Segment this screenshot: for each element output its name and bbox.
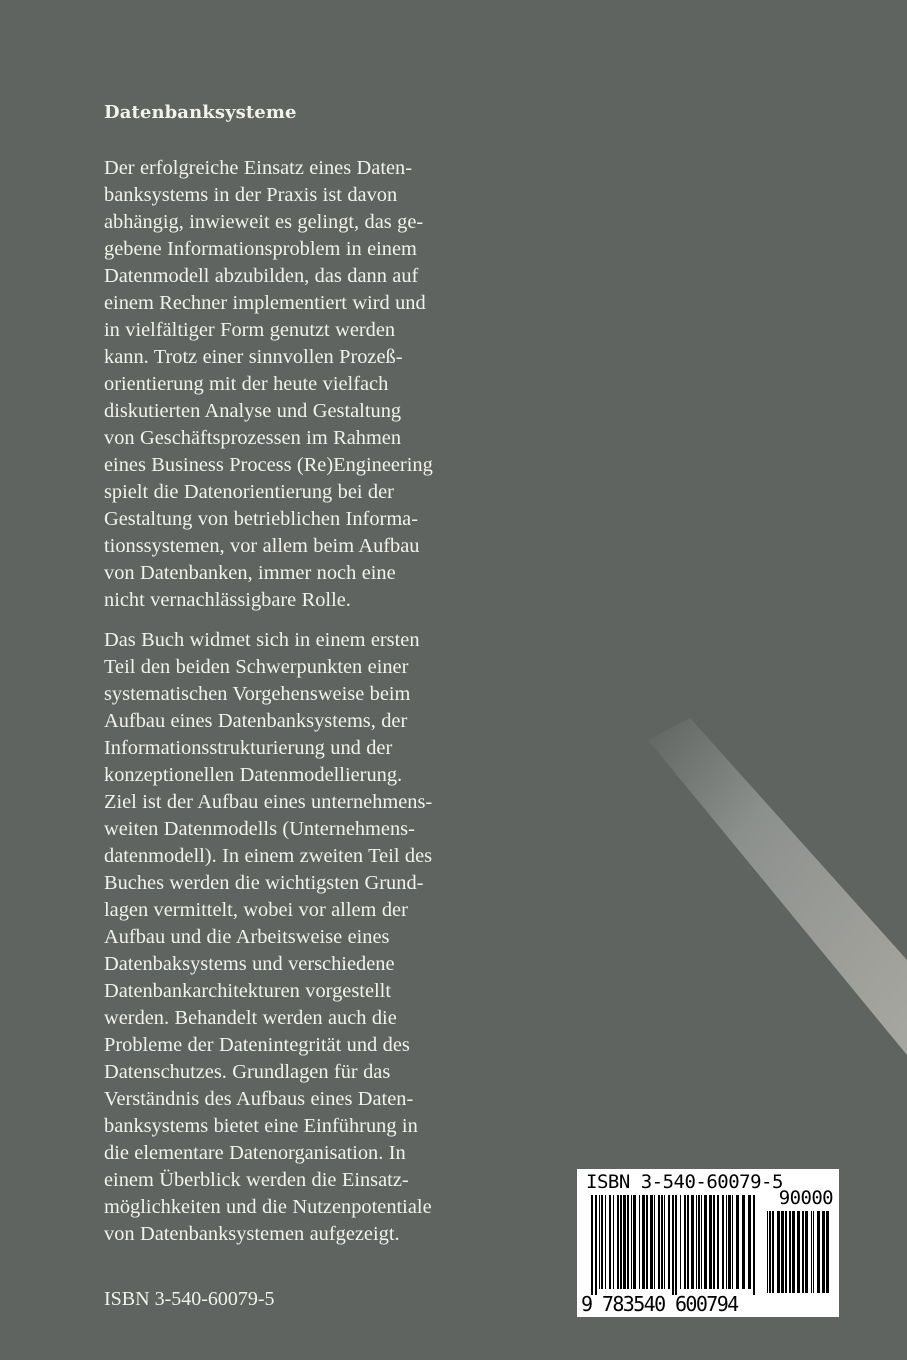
barcode-bar: [631, 1195, 632, 1289]
barcode-bar: [639, 1195, 640, 1289]
barcode-bar: [753, 1195, 755, 1295]
blurb-column: [104, 102, 494, 1248]
blurb-line: Aufbau und die Arbeitsweise eines: [104, 926, 390, 948]
isbn-text: ISBN 3-540-60079-5: [104, 1288, 275, 1310]
barcode-bar: [633, 1195, 636, 1289]
blurb-line: Probleme der Datenintegrität und des: [104, 1034, 410, 1056]
barcode-bar: [650, 1195, 653, 1289]
blurb-line: systematischen Vorgehensweise beim: [104, 683, 411, 705]
barcode-bar: [601, 1195, 603, 1289]
barcode-bar: [675, 1195, 677, 1295]
barcode-bar: [722, 1195, 724, 1289]
barcode-addon-bar: [805, 1211, 808, 1293]
barcode-bar: [732, 1195, 733, 1289]
blurb-line: banksystems in der Praxis ist davon: [104, 184, 398, 206]
blurb-line: Datenschutzes. Grundlagen für das: [104, 1061, 391, 1083]
blurb-line: eines Business Process (Re)Engineering: [104, 454, 433, 476]
blurb-line: Datenmodell abzubilden, das dann auf: [104, 265, 419, 287]
barcode-bar: [642, 1195, 645, 1289]
barcode-bar: [704, 1195, 707, 1289]
blurb-line: von Datenbanksystemen aufgezeigt.: [104, 1223, 400, 1245]
barcode-addon-bar: [769, 1211, 771, 1293]
blurb-line: lagen vermittelt, wobei vor allem der: [104, 899, 408, 921]
barcode-bar: [599, 1195, 600, 1289]
barcode-addon-bar: [781, 1211, 784, 1293]
blurb-line: kann. Trotz einer sinnvollen Prozeß-: [104, 346, 403, 368]
barcode-bar: [672, 1195, 674, 1295]
blurb-line: Buches werden die wichtigsten Grund-: [104, 872, 424, 894]
blurb-line: spielt die Datenorientierung bei der: [104, 481, 394, 503]
barcode-bar: [613, 1195, 614, 1289]
barcode-bar: [668, 1195, 670, 1289]
barcode-addon-bar: [772, 1211, 774, 1293]
barcode-bar: [605, 1195, 606, 1289]
barcode-bar: [627, 1195, 629, 1289]
barcode-bar: [691, 1195, 694, 1289]
barcode-bar: [620, 1195, 622, 1289]
barcode-addon-number: 90000: [778, 1187, 833, 1209]
blurb-line: von Geschäftsprozessen im Rahmen: [104, 427, 402, 449]
barcode-bar: [623, 1195, 626, 1289]
barcode-bar: [742, 1195, 745, 1289]
barcode-addon-bar: [789, 1211, 791, 1293]
blurb-line: von Datenbanken, immer noch eine: [104, 562, 396, 584]
blurb-line: Datenbankarchitekturen vorgestellt: [104, 980, 391, 1002]
blurb-paragraph: [104, 627, 494, 1248]
barcode-bar: [609, 1195, 611, 1289]
barcode-bar: [680, 1195, 681, 1289]
blurb-line: datenmodell). In einem zweiten Teil des: [104, 845, 433, 867]
barcode-addon-bar: [813, 1211, 814, 1293]
barcode-bar: [726, 1195, 727, 1289]
barcode-addon-bar: [767, 1211, 768, 1293]
blurb-line: Datenbaksystems und verschiedene: [104, 953, 395, 975]
blurb-line: abhängig, inwieweit es gelingt, das ge-: [104, 211, 424, 233]
barcode-bar: [654, 1195, 655, 1289]
barcode-bar: [687, 1195, 689, 1289]
blurb-line: Verständnis des Aufbaus eines Daten-: [104, 1088, 414, 1110]
blurb-line: in vielfältiger Form genutzt werden: [104, 319, 396, 341]
barcode-digits: 9 783540 600794: [581, 1292, 738, 1316]
blurb-line: Aufbau eines Datenbanksystems, der: [104, 710, 408, 732]
barcode-bar: [717, 1195, 719, 1289]
barcode-addon-bar: [797, 1211, 800, 1293]
blurb-line: konzeptionellen Datenmodellierung.: [104, 764, 403, 786]
blurb-line: weiten Datenmodells (Unternehmens-: [104, 818, 415, 840]
barcode-addon-bar: [777, 1211, 780, 1293]
blurb-line: tionssystemen, vor allem beim Aufbau: [104, 535, 420, 557]
barcode-bar: [748, 1195, 751, 1289]
blurb-line: Gestaltung von betrieblichen Informa-: [104, 508, 419, 530]
barcode-bar: [684, 1195, 686, 1289]
barcode-bar: [664, 1195, 665, 1289]
barcode-bar: [617, 1195, 619, 1289]
blurb-line: Ziel ist der Aufbau eines unternehmens-: [104, 791, 433, 813]
barcode-bar: [701, 1195, 702, 1289]
barcode-bar: [595, 1195, 597, 1295]
barcode-bar: [713, 1195, 715, 1289]
barcode-bar: [698, 1195, 700, 1289]
barcode-bar: [696, 1195, 697, 1289]
blurb-line: Der erfolgreiche Einsatz eines Daten-: [104, 157, 413, 179]
barcode-addon-bar: [826, 1211, 829, 1293]
barcode-addon-bar: [822, 1211, 825, 1293]
blurb-line: orientierung mit der heute vielfach: [104, 373, 389, 395]
blurb-line: Informationsstrukturierung und der: [104, 737, 393, 759]
barcode-bar: [709, 1195, 712, 1289]
blurb-line: einem Rechner implementiert wird und: [104, 292, 426, 314]
book-title: Datenbanksysteme: [104, 102, 297, 123]
blurb-line: banksystems bietet eine Einführung in: [104, 1115, 418, 1137]
barcode-addon-bar: [811, 1211, 812, 1293]
blurb-line: einem Überblick werden die Einsatz-: [104, 1169, 409, 1191]
blurb-line: Teil den beiden Schwerpunkten einer: [104, 656, 409, 678]
blurb-paragraph: [104, 155, 494, 614]
barcode-bar: [736, 1195, 739, 1289]
barcode-bar: [646, 1195, 648, 1289]
blurb-line: die elementare Datenorganisation. In: [104, 1142, 406, 1164]
barcode-bar: [591, 1195, 593, 1295]
blurb-line: Das Buch widmet sich in einem ersten: [104, 629, 420, 651]
blurb-line: diskutierten Analyse und Gestaltung: [104, 400, 402, 422]
blurb-line: gebene Informationsproblem in einem: [104, 238, 417, 260]
barcode-addon-bar: [817, 1211, 820, 1293]
blurb-line: werden. Behandelt werden auch die: [104, 1007, 397, 1029]
barcode-isbn-label: ISBN 3-540-60079-5: [586, 1171, 783, 1193]
barcode-bar: [661, 1195, 663, 1289]
blurb-line: möglichkeiten und die Nutzenpotentiale: [104, 1196, 432, 1218]
barcode-bar: [658, 1195, 660, 1289]
blurb-line: nicht vernachlässigbare Rolle.: [104, 589, 351, 611]
barcode-addon-bar: [792, 1211, 795, 1293]
barcode-addon-bar: [802, 1211, 804, 1293]
barcode-addon-bar: [785, 1211, 787, 1293]
barcode-label: [577, 1169, 839, 1317]
barcode-bar: [728, 1195, 731, 1289]
